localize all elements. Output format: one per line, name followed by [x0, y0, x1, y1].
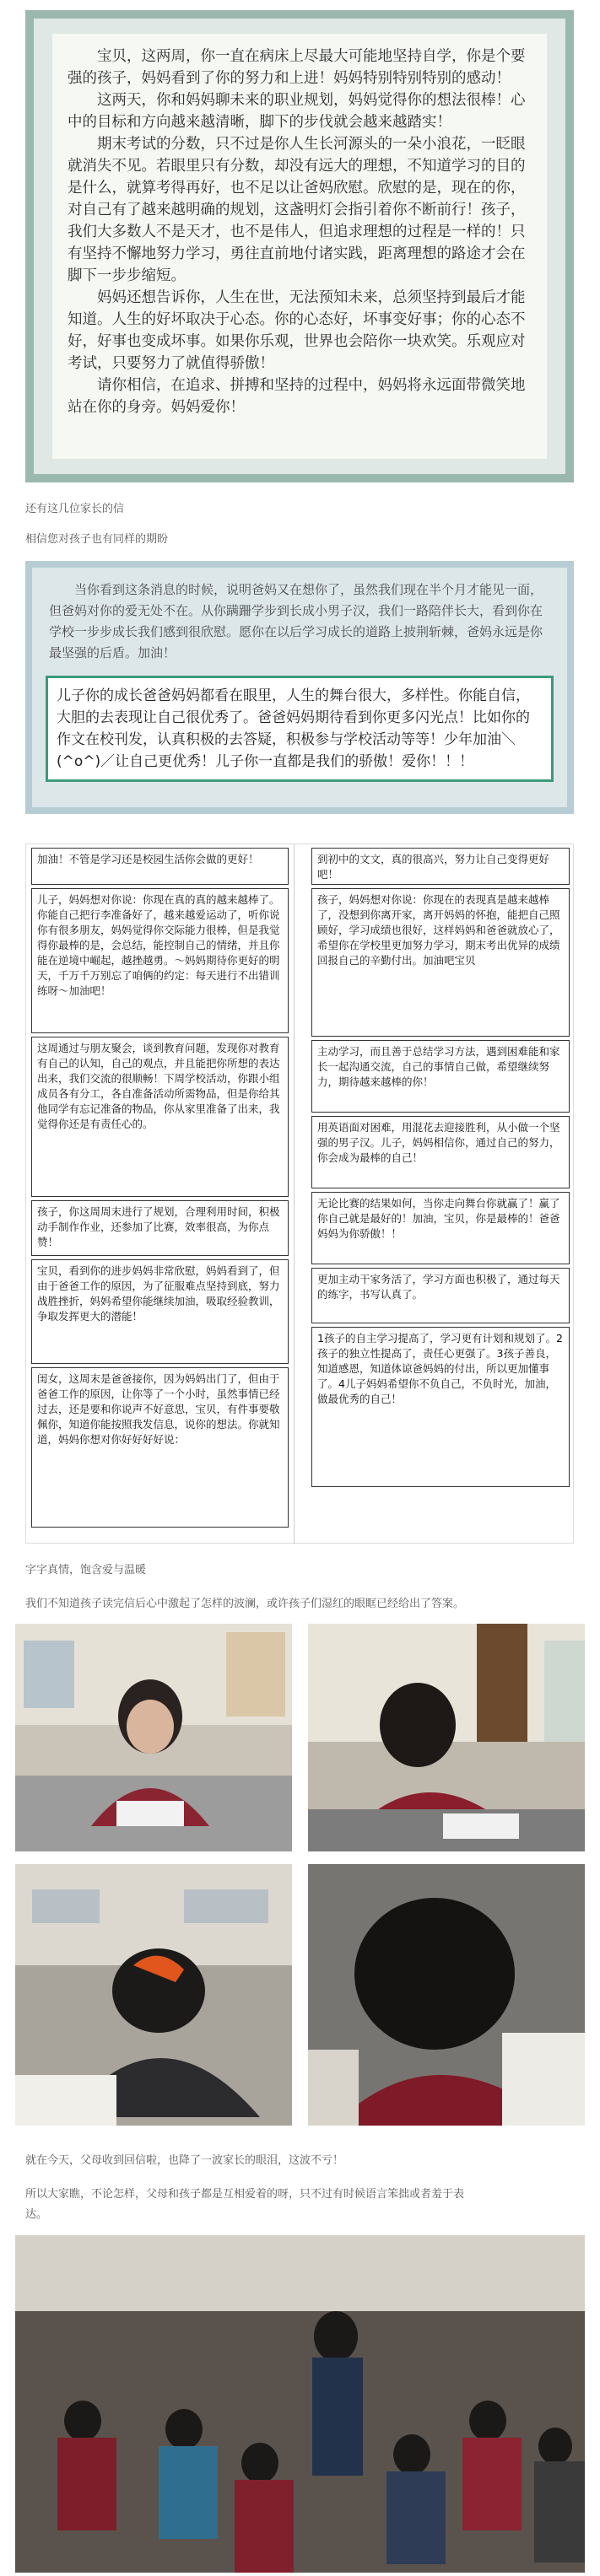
- letter-photo-mom: [25, 10, 574, 482]
- photo-student-crying-1: [15, 1624, 292, 1851]
- note-card: 加油！不管是学习还是校园生活你会做的更好！: [31, 848, 289, 885]
- parent-notes-grid: [25, 843, 574, 1544]
- text-parents-reply: 就在今天，父母收到回信啦，也降了一波家长的眼泪，这波不亏！: [25, 2154, 344, 2167]
- note-card: 孩子，妈妈想对你说：你现在的表现真是越来越棒了，没想到你离开家，离开妈妈的怀抱，能把自己照顾好，学习成绩也很好，这样妈妈和爸爸就放心了，希望你在学校里更加努力学习，期末考出优异的成绩回报自己的辛勤付出。加油吧宝贝: [311, 888, 570, 1037]
- notes-column-left: [26, 844, 295, 1544]
- note-card: 1孩子的自主学习提高了，学习更有计划和规划了。2孩子的独立性提高了，责任心更强了。3孩子善良，知道感恩，知道体谅爸妈妈的付出，所以更加懂事了。4儿子妈妈希望你不负自己，不负时光，加油，做最优秀的自己！: [311, 1327, 570, 1487]
- photo-student-crying-2: [308, 1624, 585, 1851]
- highlighted-message: 儿子你的成长爸爸妈妈都看在眼里，人生的舞台很大，多样性。你能自信，大胆的去表现让自己很优秀了。爸爸妈妈期待看到你更多闪光点！比如你的作文在校刊发，认真积极的去答疑，积极参与学校活动等等！少年加油＼(^o^)／让自己更优秀！儿子你一直都是我们的骄傲！爱你！！！: [46, 676, 554, 782]
- photo-student-writing: [308, 1864, 585, 2126]
- photo-classroom-students: [15, 2235, 585, 2573]
- text-love-each-other-end: 达。: [25, 2208, 48, 2221]
- note-card: 这周通过与朋友聚会，谈到教育问题，发现你对教育有自己的认知，自己的观点，并且能把你所想的表达出来，我们交流的很顺畅！下周学校活动，你跟小组成员各有分工，各自准备活动所需物品，但是你给其他同学有忘记准备的物品，你从家里准备了出来，我觉得你还是有责任心的。: [31, 1037, 289, 1197]
- note-card: 儿子，妈妈想对你说：你现在真的真的越来越棒了。你能自己把行李准备好了，越来越爱运动了，听你说你有很多朋友，妈妈觉得你交际能力很棒，但是我觉得你最棒的是，会总结，能控制自己的情绪，并且你能在逆境中崛起，越挫越勇。～妈妈期待你更好的明天，千万千万别忘了咱俩的约定：每天进行不出错训练呀～加油吧！: [31, 888, 289, 1033]
- note-card: 到初中的文文，真的很高兴，努力让自己变得更好吧！: [311, 848, 570, 885]
- note-card: 宝贝，看到你的进步妈妈非常欣慰，妈妈看到了，但由于爸爸工作的原因，为了征服难点坚持到底，努力战胜挫折，妈妈希望你能继续加油，吸取经验教训，争取发挥更大的潜能！: [31, 1259, 289, 1364]
- caption-other-parents: 还有这几位家长的信: [25, 503, 125, 515]
- text-students-reaction: 我们不知道孩子读完信后心中激起了怎样的波澜，或许孩子们湿红的眼眶已经给出了答案。: [25, 1598, 465, 1610]
- note-card: 闺女，这周末是爸爸接你，因为妈妈出门了，但由于爸爸工作的原因，让你等了一个小时，虽然事情已经过去，还是要和你说声不好意思，宝贝，有件事要敬佩你，知道你能按照我发信息，说你的想法。你就知道，妈妈你想对你好好好好说：: [31, 1367, 289, 1528]
- letter-paper: [52, 34, 547, 459]
- note-card: 孩子，你这周周末进行了规划，合理利用时间，积极动手制作作业，还参加了比赛，效率很高，为你点赞！: [31, 1200, 289, 1256]
- note-card: 用英语面对困难，用混花去迎接胜利，从小做一个坚强的男子汉。儿子，妈妈相信你，通过自己的努力，你会成为最棒的自己！: [311, 1116, 570, 1188]
- letter-paragraph: 妈妈还想告诉你，人生在世，无法预知未来，总须坚持到最后才能知道。人生的好坏取决于心态。你的心态好，坏事变好事；你的心态不好，好事也变成坏事。如果你乐观，世界也会陪你一块欢笑。乐观应对考试，只要努力了就值得骄傲！: [68, 289, 526, 372]
- letter-paragraph: 期末考试的分数，只不过是你人生长河源头的一朵小浪花，一眨眼就消失不见。若眼里只有分数，却没有远大的理想，不知道学习的目的是什么，就算考得再好，也不足以让爸妈欣慰。欣慰的是，现在的你，对自己有了越来越明确的规划，这盏明灯会指引着你不断前行！孩子，我们大多数人不是天才，也不是伟人，但追求理想的过程是一样的！只有坚持不懈地努力学习，勇往直前地付诸实践，距离理想的路途才会在脚下一步步缩短。: [68, 136, 526, 284]
- letter-paragraph: 请你相信，在追求、拼搏和坚持的过程中，妈妈将永远面带微笑地站在你的身旁。妈妈爱你！: [68, 377, 526, 416]
- letter-photo-parents: [25, 561, 574, 814]
- photo-student-head-down: [15, 1864, 292, 2126]
- notes-column-right: [306, 844, 575, 1544]
- note-card: 主动学习，而且善于总结学习方法，遇到困难能和家长一起沟通交流，自己的事情自己做，希望继续努力，期待越来越棒的你！: [311, 1040, 570, 1113]
- note-card: 无论比赛的结果如何，当你走向舞台你就赢了！赢了你自己就是最好的！加油，宝贝，你是最棒的！爸爸妈妈为你骄傲！！: [311, 1192, 570, 1264]
- text-true-feelings: 字字真情，饱含爱与温暖: [25, 1564, 147, 1576]
- printed-message: 当你看到这条消息的时候，说明爸妈又在想你了，虽然我们现在半个月才能见一面，但爸妈对你的爱无处不在。从你蹒跚学步到长成小男子汉，我们一路陪伴长大，看到你在学校一步步成长我们感到很欣慰。愿你在以后学习成长的道路上披荆斩棘，爸妈永远是你最坚强的后盾。加油！: [49, 582, 543, 660]
- note-card: 更加主动干家务活了，学习方面也积极了，通过每天的练字，书写认真了。: [311, 1268, 570, 1323]
- caption-same-hope: 相信您对孩子也有同样的期盼: [25, 533, 169, 546]
- text-love-each-other: 所以大家瞧，不论怎样，父母和孩子都是互相爱着的呀，只不过有时候语言笨拙或者羞于表: [25, 2188, 465, 2201]
- letter-paragraph: 这两天，你和妈妈聊未来的职业规划，妈妈觉得你的想法很棒！心中的目标和方向越来越清晰，脚下的步伐就会越来越踏实！: [68, 92, 526, 131]
- letter-paragraph: 宝贝，这两周，你一直在病床上尽最大可能地坚持自学，你是个要强的孩子，妈妈看到了你的努力和上进！妈妈特别特别特别的感动！: [68, 48, 526, 87]
